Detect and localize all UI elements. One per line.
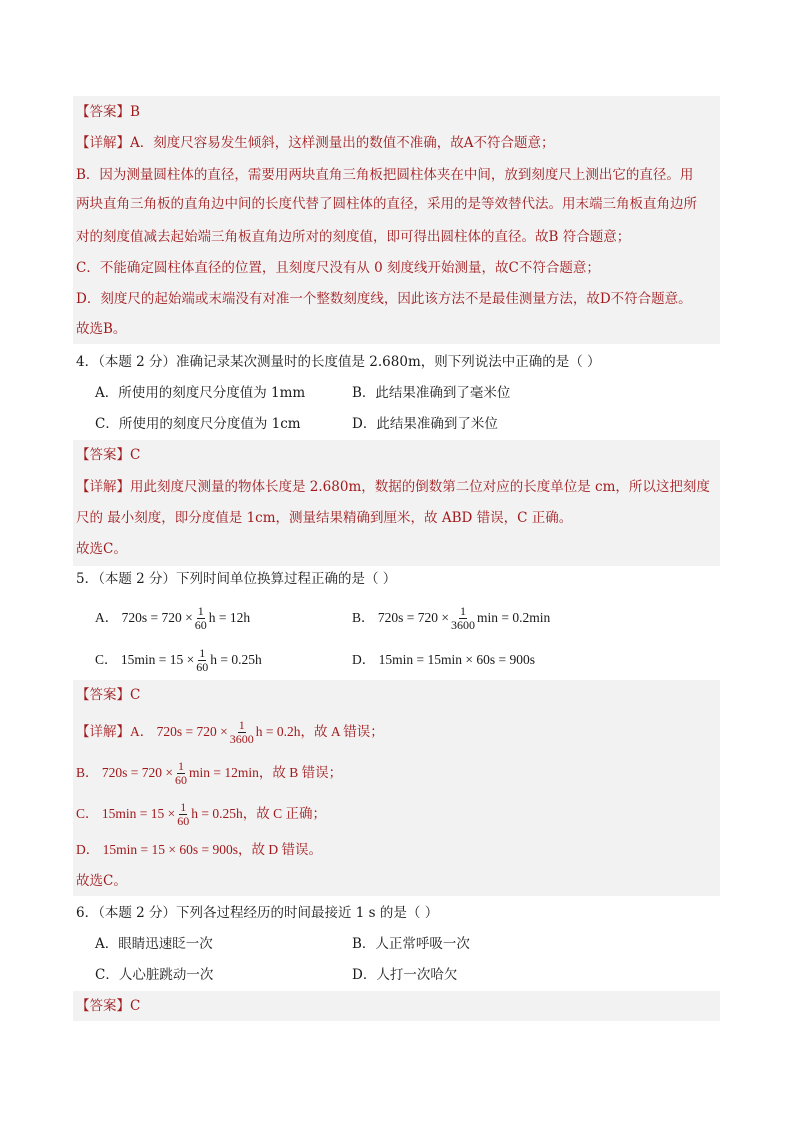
formula-right: h = 0.2h <box>255 724 301 739</box>
formula-left: A． 720s = 720 × <box>130 724 228 739</box>
fraction <box>229 719 255 746</box>
option-c <box>95 647 262 673</box>
formula-left: B． 720s = 720 × <box>76 765 173 780</box>
denominator: 60 <box>175 773 187 788</box>
fraction <box>194 605 208 632</box>
option-a: A．眼睛迅速眨一次 <box>95 936 213 952</box>
verdict: ，故 C 正确； <box>242 806 326 821</box>
detail-line <box>76 760 716 786</box>
conclusion-line: 故选C。 <box>76 873 127 889</box>
denominator: 60 <box>194 618 207 633</box>
formula-left: C． 15min = 15 × <box>76 806 176 821</box>
option-a <box>95 605 250 631</box>
formula: D． 15min = 15 × 60s = 900s <box>76 842 238 857</box>
detail-line: C．不能确定圆柱体直径的位置，且刻度尺没有从 0 刻度线开始测量，故C不符合题意； <box>76 260 600 276</box>
option-b: B．此结果准确到了毫米位 <box>352 385 511 401</box>
option-d <box>352 649 535 671</box>
denominator: 60 <box>177 814 190 829</box>
numerator: 1 <box>197 604 204 619</box>
answer-value: B <box>130 104 140 120</box>
denominator: 3600 <box>229 732 254 747</box>
numerator: 1 <box>238 718 245 733</box>
formula-right: h = 0.25h <box>191 806 243 821</box>
numerator: 1 <box>460 604 466 619</box>
answer-tag: 【答案】 <box>76 104 130 120</box>
detail-text: A．刻度尺容易发生倾斜，这样测量出的数值不准确，故A不符合题意； <box>130 135 555 151</box>
answer-value: C <box>130 447 141 463</box>
option-c: C．人心脏跳动一次 <box>95 967 214 983</box>
question-stem-q4: 4．（本题 2 分）准确记录某次测量时的长度值是 2.680m，则下列说法中正确的是（ ） <box>76 354 601 370</box>
detail-tag: 【详解】 <box>76 135 130 151</box>
fraction <box>176 801 190 828</box>
fraction <box>195 647 209 674</box>
detail-line: 两块直角三角板的直角边中间的长度代替了圆柱体的直径，采用的是等效替代法。用末端三角板直角边所 <box>76 196 697 212</box>
formula-right: h = 0.25h <box>210 652 262 667</box>
numerator: 1 <box>180 800 187 815</box>
verdict: ，故 B 错误； <box>258 765 343 780</box>
conclusion-line: 故选C。 <box>76 541 127 557</box>
question-stem-q6: 6．（本题 2 分）下列各过程经历的时间最接近 1 s 的是（ ） <box>76 905 439 921</box>
verdict: ，故 D 错误。 <box>237 842 322 857</box>
detail-line <box>76 839 716 861</box>
option-b: B．人正常呼吸一次 <box>352 936 470 952</box>
denominator: 3600 <box>451 618 475 633</box>
option-c: C．所使用的刻度尺分度值为 1cm <box>95 416 301 432</box>
detail-line <box>76 801 716 827</box>
question-stem-q5: 5．（本题 2 分）下列时间单位换算过程正确的是（ ） <box>76 571 397 587</box>
fraction <box>174 760 188 787</box>
option-d: D．此结果准确到了米位 <box>352 416 498 432</box>
detail-line <box>76 476 716 498</box>
detail-line: 尺的 最小刻度，即分度值是 1cm，测量结果精确到厘米，故 ABD 错误，C 正确。 <box>76 510 573 526</box>
answer-line <box>76 444 716 466</box>
answer-line <box>76 995 716 1017</box>
answer-line <box>76 684 716 706</box>
formula-left: A． 720s = 720 × <box>95 610 193 625</box>
verdict: ，故 A 错误； <box>300 724 384 739</box>
numerator: 1 <box>199 646 206 661</box>
formula-left: B． 720s = 720 × <box>352 610 449 625</box>
detail-line: D．刻度尺的起始端或末端没有对准一个整数刻度线，因此该方法不是最佳测量方法，故D不符合题意。 <box>76 291 692 307</box>
formula-left: C． 15min = 15 × <box>95 652 195 667</box>
option-a: A．所使用的刻度尺分度值为 1mm <box>95 385 306 401</box>
answer-line <box>76 101 716 123</box>
formula: D． 15min = 15min × 60s = 900s <box>352 652 535 667</box>
detail-text: 用此刻度尺测量的物体长度是 2.680m，数据的倒数第二位对应的长度单位是 cm，所以这把刻度 <box>130 479 710 495</box>
formula-right: min = 0.2min <box>477 610 551 625</box>
option-d: D．人打一次哈欠 <box>352 967 458 983</box>
conclusion-line: 故选B。 <box>76 321 127 337</box>
denominator: 60 <box>196 660 209 675</box>
answer-value: C <box>130 998 141 1014</box>
fraction <box>450 605 476 632</box>
detail-tag: 【详解】 <box>76 724 130 739</box>
detail-line: B．因为测量圆柱体的直径，需要用两块直角三角板把圆柱体夹在中间，放到刻度尺上测出它的直径。用 <box>76 167 694 183</box>
answer-value: C <box>130 687 141 703</box>
formula-right: min = 12min <box>189 765 259 780</box>
answer-tag: 【答案】 <box>76 447 130 463</box>
detail-line: 对的刻度值减去起始端三角板直角边所对的刻度值，即可得出圆柱体的直径。故B 符合题意； <box>76 229 631 245</box>
option-b <box>352 605 550 631</box>
numerator: 1 <box>178 759 184 774</box>
answer-tag: 【答案】 <box>76 998 130 1014</box>
detail-line <box>76 132 716 154</box>
formula-right: h = 12h <box>208 610 251 625</box>
detail-tag: 【详解】 <box>76 479 130 495</box>
detail-line <box>76 719 716 745</box>
answer-block-q5 <box>73 680 720 896</box>
answer-tag: 【答案】 <box>76 687 130 703</box>
